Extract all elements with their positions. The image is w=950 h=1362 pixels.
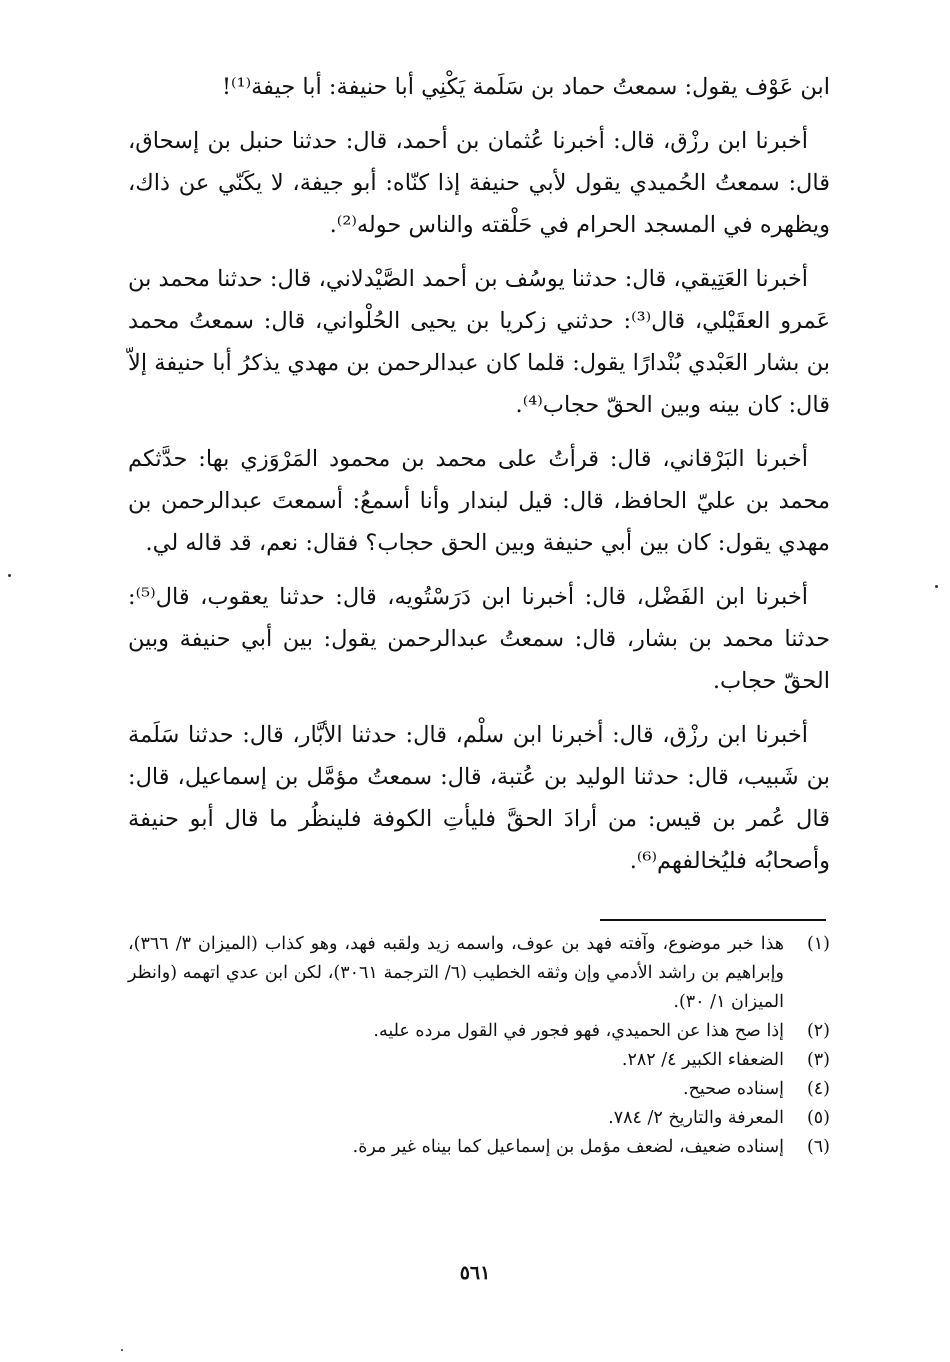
scan-speck xyxy=(935,585,938,588)
footnote-number: (٦) xyxy=(806,1137,830,1157)
footnote-number: (٥) xyxy=(806,1108,830,1128)
footnote-separator xyxy=(600,919,826,921)
footnote-text: هذا خبر موضوع، وآفته فهد بن عوف، واسمه زيد ولقبه فهد، وهو كذاب (الميزان ٣/ ٣٦٦)، وإبراهيم بن راشد الأدمي وإن وثقه الخطيب (٦/ الترجمة ٣٠٦١)، لكن ابن عدي اتهمه (وانظر الميزان ١/ ٣٠). xyxy=(128,934,784,1012)
footnote-text: إذا صح هذا عن الحميدي، فهو فجور في القول مرده عليه. xyxy=(373,1021,784,1041)
footnote-number: (١) xyxy=(806,934,830,954)
footnote-2 xyxy=(128,1017,830,1046)
footnote-5 xyxy=(128,1104,830,1133)
footnotes xyxy=(128,930,830,1162)
paragraph-4: أخبرنا البَرْقاني، قال: قرأتُ على محمد بن محمود المَرْوَزي بها: حدَّثكم محمد بن عليّ الحافظ، قال: قيل لبندار وأنا أسمعُ: أسمعتَ عبدالرحمن بن مهدي يقول: كان بين أبي حنيفة وبين الحق حجاب؟ فقال: نعم، قد قاله لي. xyxy=(128,446,830,556)
main-text xyxy=(128,66,830,894)
footnote-4 xyxy=(128,1075,830,1104)
scan-speck xyxy=(121,1349,123,1351)
footnote-number: (٣) xyxy=(806,1050,830,1070)
paragraph-2: أخبرنا ابن رزْق، قال: أخبرنا عُثمان بن أحمد، قال: حدثنا حنبل بن إسحاق، قال: سمعتُ الحُميدي يقول لأبي حنيفة إذا كنّاه: أبو جيفة، لا يكَنّي عن ذاك، ويظهره في المسجد الحرام في حَلْقته والناس حوله⁽²⁾. xyxy=(128,128,830,238)
page-number: ٥٦١ xyxy=(459,1262,491,1284)
footnote-text: المعرفة والتاريخ ٢/ ٧٨٤. xyxy=(608,1108,784,1128)
footnote-3 xyxy=(128,1046,830,1075)
paragraph-5: أخبرنا ابن الفَضْل، قال: أخبرنا ابن دَرَسْتُويه، قال: حدثنا يعقوب، قال⁽⁵⁾: حدثنا محمد بن بشار، قال: سمعتُ عبدالرحمن يقول: بين أبي حنيفة وبين الحقّ حجاب. xyxy=(128,584,830,694)
footnote-number: (٤) xyxy=(806,1079,830,1099)
paragraph-6: أخبرنا ابن رزْق، قال: أخبرنا ابن سلْم، قال: حدثنا الأبَّار، قال: حدثنا سَلَمة بن شَبيب، قال: حدثنا الوليد بن عُتبة، قال: سمعتُ مؤمَّل بن إسماعيل، قال: قال عُمر بن قيس: من أرادَ الحقَّ فليأتِ الكوفة فلينظُر ما قال أبو حنيفة وأصحابُه فليُخالفهم⁽⁶⁾. xyxy=(128,722,830,874)
footnote-number: (٢) xyxy=(806,1021,830,1041)
footnote-text: الضعفاء الكبير ٤/ ٢٨٢. xyxy=(621,1050,784,1070)
footnote-6 xyxy=(128,1133,830,1162)
paragraph-1: ابن عَوْف يقول: سمعتُ حماد بن سَلَمة يَكْنِي أبا حنيفة: أبا جيفة⁽¹⁾! xyxy=(221,74,830,100)
footnote-text: إسناده ضعيف، لضعف مؤمل بن إسماعيل كما بيناه غير مرة. xyxy=(352,1137,784,1157)
footnote-text: إسناده صحيح. xyxy=(683,1079,784,1099)
paragraph-3: أخبرنا العَتِيقي، قال: حدثنا يوسُف بن أحمد الصَّيْدلاني، قال: حدثنا محمد بن عَمرو العقَيْلي، قال⁽³⁾: حدثني زكريا بن يحيى الحُلْواني، قال: سمعتُ محمد بن بشار العَبْدي بُنْدارًا يقول: قلما كان عبدالرحمن بن مهدي يذكرُ أبا حنيفة إلاّ قال: كان بينه وبين الحقّ حجاب⁽⁴⁾. xyxy=(128,266,830,418)
scan-speck xyxy=(8,574,11,577)
footnote-1 xyxy=(128,930,830,1017)
